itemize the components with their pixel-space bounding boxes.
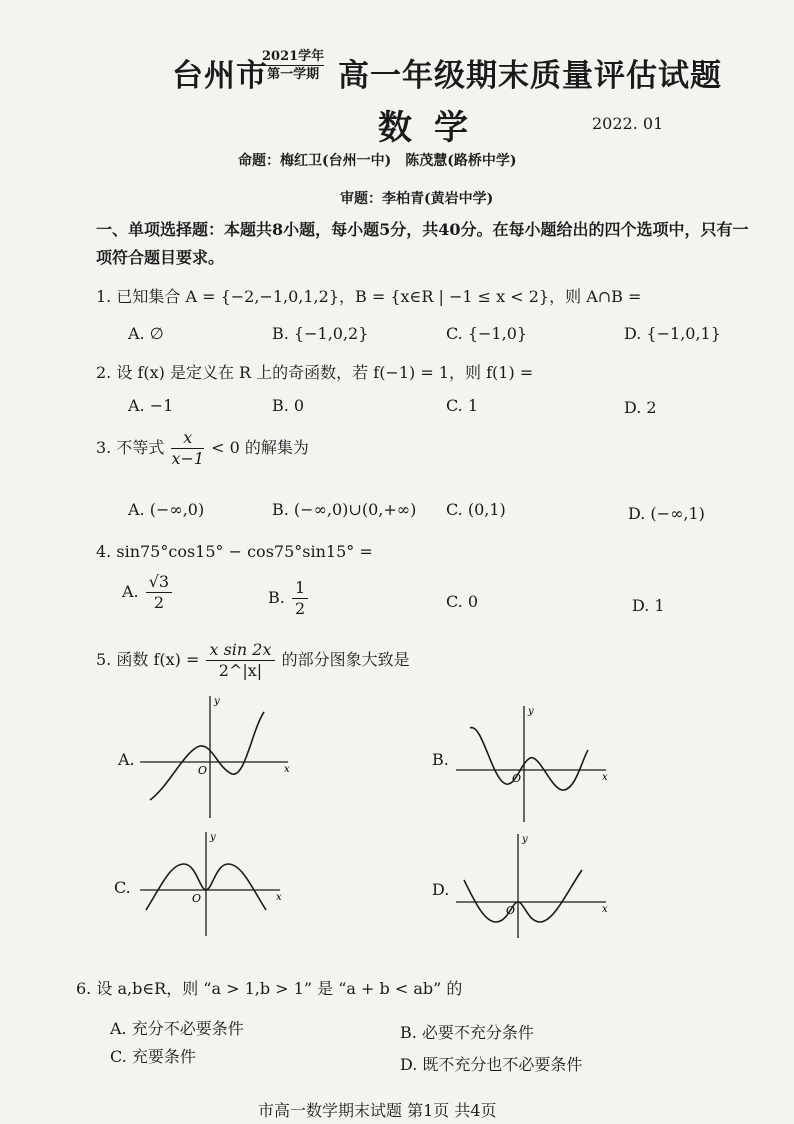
graph-d [456, 830, 616, 940]
axis-x-label: x [276, 892, 282, 903]
question-number: 3. [96, 438, 112, 457]
q1-option-a: A. ∅ [128, 324, 164, 343]
origin-label: O [198, 764, 208, 777]
option-label: A. [122, 582, 139, 601]
q4-option-c: C. 0 [446, 592, 479, 611]
question-stem: 设 f(x) 是定义在 R 上的奇函数，若 f(−1) = 1，则 f(1) = [116, 363, 534, 382]
function-fraction [206, 640, 274, 681]
graph-a [140, 690, 300, 820]
q6-option-c: C. 充要条件 [110, 1047, 196, 1066]
q4-option-a [122, 572, 174, 613]
q3-option-b: B. (−∞,0)∪(0,+∞) [272, 500, 417, 519]
question-2 [96, 360, 533, 383]
q1-option-d: D. {−1,0,1} [624, 324, 721, 343]
q3-option-c: C. (0,1) [446, 500, 506, 519]
curve [150, 712, 264, 800]
option-label: B. [268, 588, 285, 607]
graph-d-label: D. [432, 880, 450, 899]
curve [464, 870, 582, 922]
curve [470, 728, 588, 791]
q6-option-d: D. 既不充分也不必要条件 [400, 1055, 583, 1074]
question-number: 6. [76, 979, 92, 998]
graph-a-label: A. [118, 750, 135, 769]
q1-option-b: B. {−1,0,2} [272, 324, 369, 343]
q2-option-d: D. 2 [624, 398, 657, 417]
question-1 [96, 284, 641, 307]
page-footer: 市高一数学期末试题 第1页 共4页 [258, 1101, 497, 1120]
axis-y-label: y [522, 834, 528, 845]
q6-option-b: B. 必要不充分条件 [400, 1023, 534, 1042]
q2-option-c: C. 1 [446, 396, 479, 415]
question-stem: 设 a,b∈R，则 “a > 1,b > 1” 是 “a + b < ab” 的 [96, 979, 463, 998]
question-stem-before: 函数 f(x) = [116, 650, 200, 669]
title-main: 高一年级期末质量评估试题 [338, 58, 722, 94]
question-number: 2. [96, 363, 112, 382]
question-stem-after: < 0 的解集为 [211, 438, 309, 457]
axis-y-label: y [210, 832, 216, 843]
inequality-fraction [171, 428, 204, 469]
question-stem: 已知集合 A = {−2,−1,0,1,2}，B = {x∈R | −1 ≤ x < 2}，则 A∩B = [116, 287, 642, 306]
question-4 [96, 542, 373, 561]
fraction-numerator: √3 [146, 572, 172, 593]
question-6 [76, 976, 462, 999]
question-3 [96, 428, 309, 469]
question-number: 4. [96, 542, 112, 561]
question-stem-after: 的部分图象大致是 [281, 650, 410, 669]
question-stem-before: 不等式 [116, 438, 165, 457]
question-stem: sin75°cos15° − cos75°sin15° = [116, 542, 373, 561]
title-year: 2021学年 [262, 49, 325, 64]
reviewer-line: 审题：李柏青(黄岩中学) [340, 191, 494, 207]
fraction-numerator: 1 [292, 578, 308, 599]
title-term-block [262, 48, 324, 83]
origin-label: O [192, 892, 202, 905]
graph-b-label: B. [432, 750, 449, 769]
exam-date: 2022. 01 [592, 114, 664, 133]
question-number: 5. [96, 650, 112, 669]
axis-x-label: x [602, 904, 608, 915]
subject-title: 数学 [378, 108, 490, 148]
option-fraction [146, 572, 172, 613]
fraction-denominator: 2 [153, 593, 165, 612]
axis-x-label: x [602, 772, 608, 783]
q4-option-b [268, 578, 310, 619]
question-number: 1. [96, 287, 112, 306]
fraction-denominator: 2^|x| [218, 661, 263, 680]
graph-c [140, 828, 300, 938]
axis-x-label: x [284, 764, 290, 775]
q3-option-a: A. (−∞,0) [128, 500, 205, 519]
origin-label: O [506, 904, 516, 917]
q2-option-b: B. 0 [272, 396, 305, 415]
origin-label: O [512, 772, 522, 785]
axis-y-label: y [528, 706, 534, 717]
fraction-denominator: 2 [294, 599, 306, 618]
question-5 [96, 640, 410, 681]
title-city: 台州市 [172, 58, 268, 94]
q3-option-d: D. (−∞,1) [628, 504, 705, 523]
fraction-denominator: x−1 [171, 449, 205, 468]
title-term: 第一学期 [262, 65, 324, 83]
section-heading: 一、单项选择题：本题共8小题，每小题5分，共40分。在每小题给出的四个选项中，只有一项符合题目要求。 [96, 220, 749, 267]
q2-option-a: A. −1 [128, 396, 174, 415]
graph-c-label: C. [114, 878, 131, 897]
option-fraction [292, 578, 308, 619]
q4-option-d: D. 1 [632, 596, 665, 615]
fraction-numerator: x sin 2x [206, 640, 274, 661]
q6-option-a: A. 充分不必要条件 [110, 1019, 244, 1038]
q1-option-c: C. {−1,0} [446, 324, 528, 343]
graph-b [456, 700, 616, 830]
author-line: 命题：梅红卫(台州一中) 陈茂慧(路桥中学) [238, 153, 517, 169]
fraction-numerator: x [171, 428, 204, 449]
axis-y-label: y [214, 696, 220, 707]
